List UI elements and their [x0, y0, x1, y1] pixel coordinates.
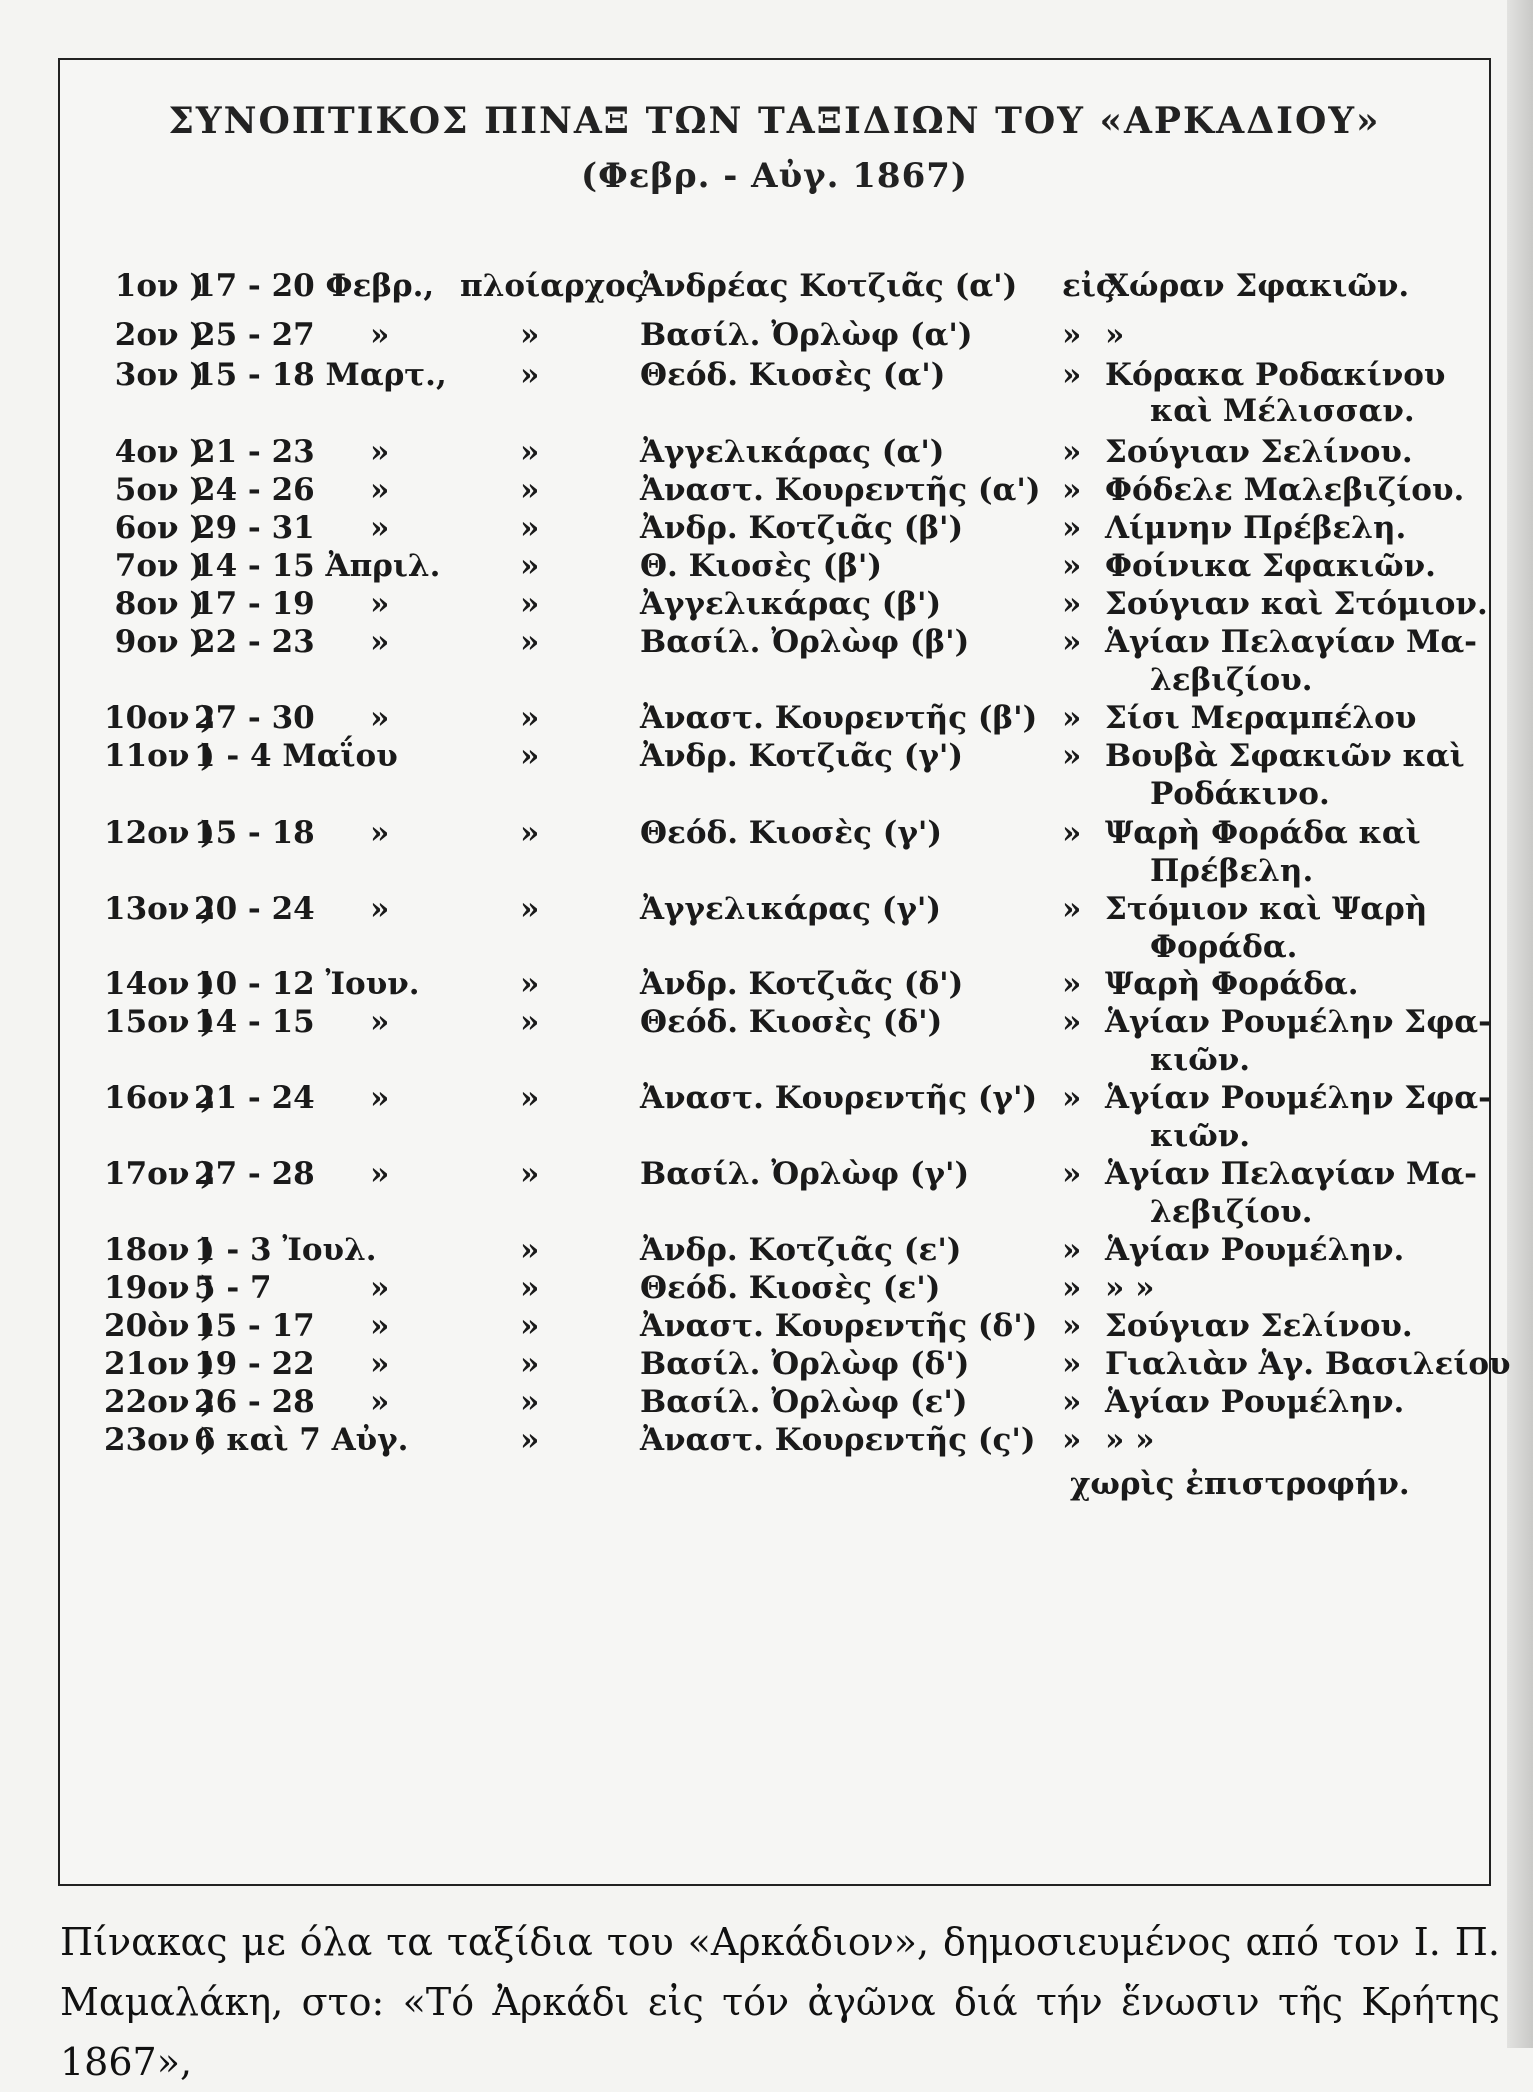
row-captain: Ἀνδρ. Κοτζιᾶς (δ')	[640, 966, 964, 1002]
page-edge-shadow	[1507, 0, 1533, 2048]
row-captain: Ἀνδρ. Κοτζιᾶς (β')	[640, 510, 964, 546]
table-title: ΣΥΝΟΠΤΙΚΟΣ ΠΙΝΑΞ ΤΩΝ ΤΑΞΙΔΙΩΝ ΤΟΥ «ΑΡΚΑΔΙΟΥ»	[168, 100, 1381, 142]
row-destination: Στόμιον καὶ Ψαρὴ	[1105, 891, 1428, 927]
row-date: 22 - 23	[194, 624, 315, 660]
ditto-mark: »	[520, 815, 540, 851]
ditto-mark: »	[1062, 434, 1082, 470]
row-destination: » »	[1105, 1270, 1155, 1306]
row-destination: Ἁγίαν Ρουμέλην.	[1105, 1384, 1405, 1420]
row-captain: Ἀνδρέας Κοτζιᾶς (α')	[640, 268, 1018, 304]
row-number: 8ον )	[114, 586, 204, 622]
row-captain: Βασίλ. Ὀρλὼφ (α')	[640, 317, 973, 353]
row-destination-continued: κιῶν.	[1150, 1042, 1251, 1078]
row-destination: Χώραν Σφακιῶν.	[1105, 268, 1410, 304]
row-captain: Βασίλ. Ὀρλὼφ (δ')	[640, 1346, 970, 1382]
row-destination: Σίσι Μεραμπέλου	[1105, 700, 1417, 736]
row-number: 12ον )	[104, 815, 215, 851]
ditto-mark: »	[520, 1232, 540, 1268]
ditto-mark: »	[1062, 966, 1082, 1002]
table-row	[60, 1080, 1489, 1128]
row-destination-continued: λεβιζίου.	[1150, 1194, 1313, 1230]
row-captain: Ἀνδρ. Κοτζιᾶς (γ')	[640, 738, 964, 774]
row-captain: Θεόδ. Κιοσὲς (α')	[640, 357, 946, 393]
ditto-mark: »	[1062, 738, 1082, 774]
row-number: 7ον )	[114, 548, 204, 584]
ditto-mark: »	[1062, 1080, 1082, 1116]
row-date: 21 - 24	[194, 1080, 315, 1116]
row-captain: Θ. Κιοσὲς (β')	[640, 548, 882, 584]
row-number: 4ον )	[114, 434, 204, 470]
captain-label: πλοίαρχος	[460, 268, 645, 304]
ditto-mark: »	[1062, 815, 1082, 851]
ditto-mark: »	[370, 472, 390, 508]
ditto-mark: εἰς	[1062, 268, 1115, 304]
row-destination-continued: Πρέβελη.	[1150, 853, 1314, 889]
ditto-mark: »	[520, 586, 540, 622]
ditto-mark: »	[1062, 700, 1082, 736]
row-date: 5 - 7	[194, 1270, 272, 1306]
ditto-mark: »	[1062, 1270, 1082, 1306]
row-captain: Ἀναστ. Κουρεντῆς (ς')	[640, 1422, 1036, 1458]
ditto-mark: »	[1062, 1004, 1082, 1040]
ditto-mark: »	[1062, 624, 1082, 660]
row-captain: Ἀγγελικάρας (α')	[640, 434, 945, 470]
ditto-mark: »	[520, 891, 540, 927]
ditto-mark: »	[520, 700, 540, 736]
ditto-mark: »	[370, 1080, 390, 1116]
row-date: 25 - 27	[194, 317, 315, 353]
row-date: 27 - 28	[194, 1156, 315, 1192]
row-destination: Ἁγίαν Ρουμέλην.	[1105, 1232, 1405, 1268]
row-destination: Ἁγίαν Ρουμέλην Σφα-	[1105, 1080, 1491, 1116]
row-date: 17 - 20 Φεβρ.,	[194, 268, 435, 304]
row-destination-continued: Ροδάκινο.	[1150, 776, 1330, 812]
row-number: 1ον )	[114, 268, 204, 304]
row-number: 2ον )	[114, 317, 204, 353]
row-destination: »	[1105, 317, 1125, 353]
ditto-mark: »	[370, 317, 390, 353]
row-destination-continued: καὶ Μέλισσαν.	[1150, 393, 1415, 429]
row-destination: Λίμνην Πρέβελη.	[1105, 510, 1407, 546]
row-date: 21 - 23	[194, 434, 315, 470]
ditto-mark: »	[520, 317, 540, 353]
row-number: 20ὸν )	[104, 1308, 215, 1344]
ditto-mark: »	[370, 815, 390, 851]
row-captain: Ἀγγελικάρας (γ')	[640, 891, 942, 927]
ditto-mark: »	[520, 472, 540, 508]
ditto-mark: »	[520, 1004, 540, 1040]
table-row	[60, 1004, 1489, 1052]
ditto-mark: »	[1062, 586, 1082, 622]
row-destination: Σούγιαν Σελίνου.	[1105, 434, 1413, 470]
table-subtitle: (Φεβρ. - Αὐγ. 1867)	[581, 156, 968, 196]
row-date: 26 - 28	[194, 1384, 315, 1420]
row-number: 13ον )	[104, 891, 215, 927]
ditto-mark: »	[370, 1308, 390, 1344]
row-date: 20 - 24	[194, 891, 315, 927]
row-number: 9ον )	[114, 624, 204, 660]
ditto-mark: »	[1062, 1422, 1082, 1458]
row-destination-continued: Φοράδα.	[1150, 929, 1298, 965]
row-date: 17 - 19	[194, 586, 315, 622]
figure-caption: Πίνακας με όλα τα ταξίδια του «Αρκάδιον», δημοσιευμένος από τον Ι. Π. Μαμαλάκη, στο: «Τό Ἀρκάδι εἰς τόν ἀγῶνα διά τήν ἕνωσιν τῆς Κρήτης 1867»,	[60, 1920, 1500, 2084]
row-destination: Ψαρὴ Φοράδα.	[1105, 966, 1359, 1002]
row-date: 24 - 26	[194, 472, 315, 508]
row-number: 6ον )	[114, 510, 204, 546]
row-number: 3ον )	[114, 357, 204, 393]
row-number: 16ον )	[104, 1080, 215, 1116]
table-frame	[58, 58, 1511, 1886]
row-destination: Ἁγίαν Πελαγίαν Μα-	[1105, 1156, 1478, 1192]
row-destination: Βουβὰ Σφακιῶν καὶ	[1105, 738, 1465, 774]
ditto-mark: »	[520, 1080, 540, 1116]
row-captain: Ἀναστ. Κουρεντῆς (γ')	[640, 1080, 1038, 1116]
row-number: 19ον )	[104, 1270, 215, 1306]
row-date: 10 - 12 Ἰουν.	[194, 966, 420, 1002]
row-number: 10ον )	[104, 700, 215, 736]
ditto-mark: »	[1062, 548, 1082, 584]
ditto-mark: »	[1062, 1156, 1082, 1192]
row-destination: Φόδελε Μαλεβιζίου.	[1105, 472, 1465, 508]
ditto-mark: »	[520, 966, 540, 1002]
row-date: 6 καὶ 7 Αὐγ.	[194, 1422, 409, 1458]
row-date: 29 - 31	[194, 510, 315, 546]
row-destination: » »	[1105, 1422, 1155, 1458]
row-date: 14 - 15 Ἀπριλ.	[194, 548, 441, 584]
row-destination: Φοίνικα Σφακιῶν.	[1105, 548, 1436, 584]
row-captain: Ἀγγελικάρας (β')	[640, 586, 942, 622]
ditto-mark: »	[1062, 891, 1082, 927]
row-destination: Κόρακα Ροδακίνου	[1105, 357, 1446, 393]
ditto-mark: »	[370, 434, 390, 470]
ditto-mark: »	[1062, 1384, 1082, 1420]
ditto-mark: »	[370, 586, 390, 622]
ditto-mark: »	[1062, 357, 1082, 393]
row-destination-continued: κιῶν.	[1150, 1118, 1251, 1154]
ditto-mark: »	[370, 1270, 390, 1306]
ditto-mark: »	[1062, 1346, 1082, 1382]
ditto-mark: »	[520, 1156, 540, 1192]
row-number: 5ον )	[114, 472, 204, 508]
ditto-mark: »	[520, 357, 540, 393]
ditto-mark: »	[1062, 472, 1082, 508]
row-captain: Βασίλ. Ὀρλὼφ (γ')	[640, 1156, 970, 1192]
ditto-mark: »	[370, 891, 390, 927]
table-row	[60, 268, 1489, 316]
ditto-mark: »	[520, 1270, 540, 1306]
row-date: 15 - 18 Μαρτ.,	[194, 357, 447, 393]
row-destination: Γιαλιὰν Ἁγ. Βασιλείου	[1105, 1346, 1511, 1382]
row-captain: Ἀνδρ. Κοτζιᾶς (ε')	[640, 1232, 962, 1268]
ditto-mark: »	[370, 1384, 390, 1420]
row-number: 22ον )	[104, 1384, 215, 1420]
row-number: 18ον )	[104, 1232, 215, 1268]
row-number: 23ον )	[104, 1422, 215, 1458]
ditto-mark: »	[520, 738, 540, 774]
ditto-mark: »	[520, 548, 540, 584]
row-date: 27 - 30	[194, 700, 315, 736]
row-number: 17ον )	[104, 1156, 215, 1192]
ditto-mark: »	[520, 624, 540, 660]
ditto-mark: »	[1062, 510, 1082, 546]
row-destination-continued: χωρὶς ἐπιστροφήν.	[1070, 1466, 1410, 1502]
ditto-mark: »	[1062, 1232, 1082, 1268]
ditto-mark: »	[520, 510, 540, 546]
ditto-mark: »	[520, 434, 540, 470]
table-row	[60, 1422, 1489, 1470]
row-captain: Ἀναστ. Κουρεντῆς (β')	[640, 700, 1038, 736]
row-date: 19 - 22	[194, 1346, 315, 1382]
ditto-mark: »	[520, 1308, 540, 1344]
row-captain: Θεόδ. Κιοσὲς (ε')	[640, 1270, 941, 1306]
ditto-mark: »	[370, 624, 390, 660]
row-destination-continued: λεβιζίου.	[1150, 662, 1313, 698]
row-number: 11ον )	[104, 738, 215, 774]
row-captain: Ἀναστ. Κουρεντῆς (δ')	[640, 1308, 1038, 1344]
ditto-mark: »	[1062, 1308, 1082, 1344]
row-destination: Σούγιαν Σελίνου.	[1105, 1308, 1413, 1344]
row-destination: Ἁγίαν Ρουμέλην Σφα-	[1105, 1004, 1491, 1040]
ditto-mark: »	[520, 1384, 540, 1420]
ditto-mark: »	[520, 1346, 540, 1382]
row-number: 14ον )	[104, 966, 215, 1002]
ditto-mark: »	[520, 1422, 540, 1458]
ditto-mark: »	[370, 1004, 390, 1040]
row-captain: Ἀναστ. Κουρεντῆς (α')	[640, 472, 1041, 508]
row-number: 21ον )	[104, 1346, 215, 1382]
row-captain: Βασίλ. Ὀρλὼφ (ε')	[640, 1384, 968, 1420]
row-date: 15 - 18	[194, 815, 315, 851]
row-date: 1 - 3 Ἰουλ.	[194, 1232, 377, 1268]
ditto-mark: »	[370, 700, 390, 736]
row-captain: Βασίλ. Ὀρλὼφ (β')	[640, 624, 970, 660]
ditto-mark: »	[1062, 317, 1082, 353]
row-destination: Ψαρὴ Φοράδα καὶ	[1105, 815, 1421, 851]
row-destination: Σούγιαν καὶ Στόμιον.	[1105, 586, 1488, 622]
row-captain: Θεόδ. Κιοσὲς (δ')	[640, 1004, 943, 1040]
row-date: 14 - 15	[194, 1004, 315, 1040]
row-captain: Θεόδ. Κιοσὲς (γ')	[640, 815, 943, 851]
row-number: 15ον )	[104, 1004, 215, 1040]
ditto-mark: »	[370, 1346, 390, 1382]
row-destination: Ἁγίαν Πελαγίαν Μα-	[1105, 624, 1478, 660]
ditto-mark: »	[370, 1156, 390, 1192]
ditto-mark: »	[370, 510, 390, 546]
row-date: 15 - 17	[194, 1308, 315, 1344]
row-date: 1 - 4 Μαΐου	[194, 738, 398, 774]
